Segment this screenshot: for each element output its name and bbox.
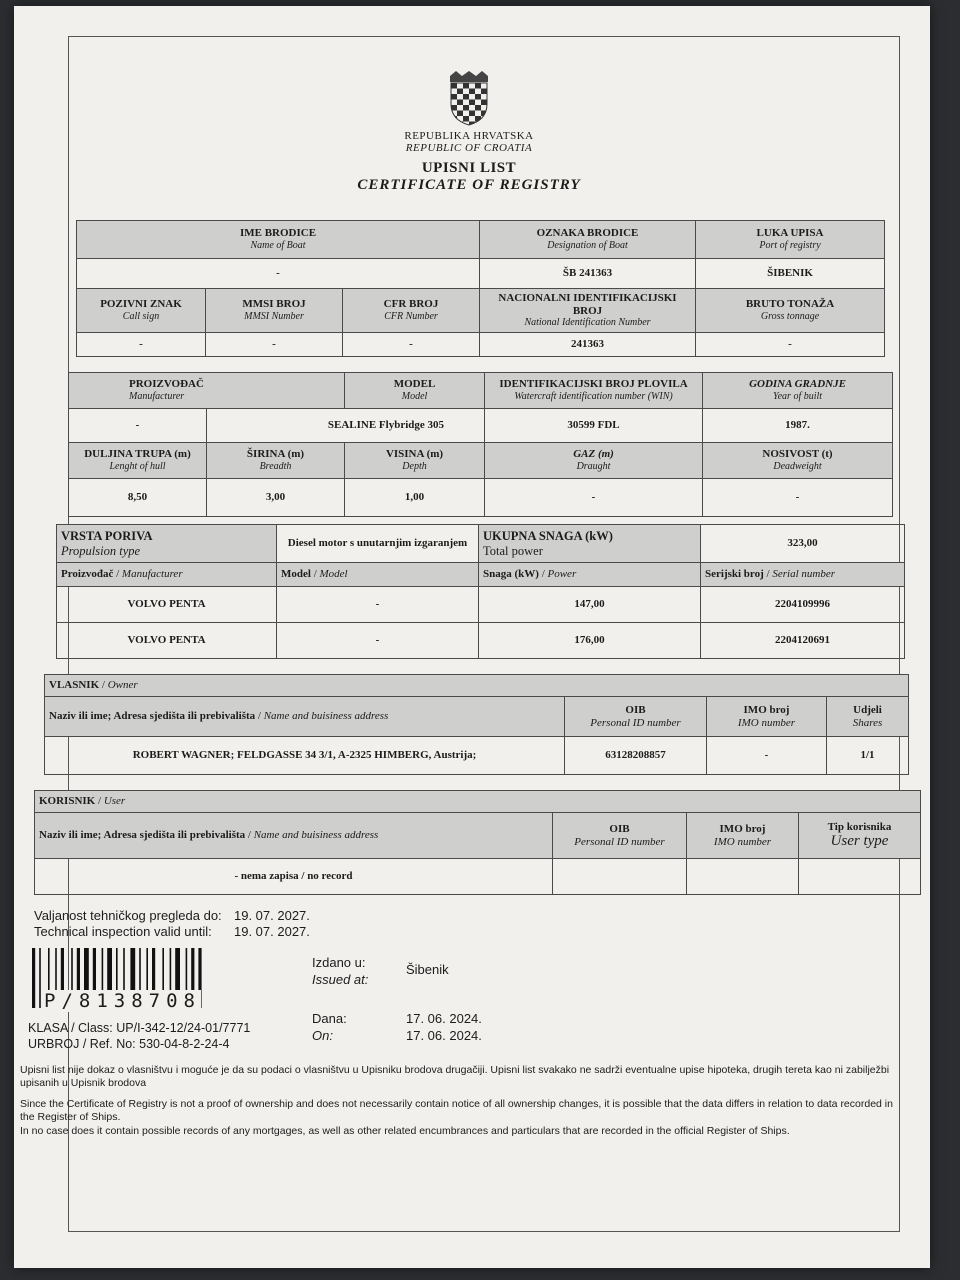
issue-date-value-1: 17. 06. 2024.: [406, 1011, 482, 1026]
inspection-block: [34, 908, 310, 940]
win-label-en: Watercraft identification number (WIN): [514, 391, 673, 403]
country-name-hr: REPUBLIKA HRVATSKA: [404, 130, 534, 142]
national-id-label-en: National Identification Number: [524, 317, 651, 329]
owner-oib-label-en: Personal ID number: [590, 716, 681, 729]
owner-address-label: Naziv ili ime; Adresa sjedišta ili prebivališta: [49, 710, 256, 723]
engine-power: 176,00: [479, 623, 701, 659]
inspection-date-hr: 19. 07. 2027.: [234, 908, 310, 923]
manufacturer-label-en: Manufacturer: [129, 391, 185, 403]
propulsion-type-label: VRSTA PORIVA: [61, 529, 153, 544]
issued-at-label-en: Issued at:: [312, 972, 369, 987]
user-type-label-en: User type: [830, 833, 889, 850]
urbroj-ref: URBROJ / Ref. No: 530-04-8-2-24-4: [28, 1037, 230, 1051]
national-id-label: NACIONALNI IDENTIFIKACIJSKI BROJ: [498, 292, 677, 317]
hull-length-label: DULJINA TRUPA (m): [84, 448, 191, 461]
barcode-number: P/8138708: [44, 990, 201, 1012]
user-oib-label-en: Personal ID number: [574, 835, 665, 848]
model-label-en: Model: [401, 391, 428, 403]
manufacturer-value: -: [69, 409, 207, 443]
port-value: ŠIBENIK: [696, 259, 885, 289]
owner-shares-value: 1/1: [827, 737, 909, 775]
table-row: [57, 623, 905, 659]
breadth-label-en: Breadth: [259, 461, 292, 473]
propulsion-type-value: Diesel motor s unutarnjim izgaranjem: [277, 525, 479, 563]
owner-address-label-en: Name and buisiness address: [263, 710, 389, 723]
boat-name-label: IME BRODICE: [239, 227, 317, 240]
boat-name-value: -: [77, 259, 480, 289]
certificate-paper: [14, 6, 930, 1268]
win-label: IDENTIFIKACIJSKI BROJ PLOVILA: [499, 378, 688, 391]
owner-section-label: VLASNIK: [49, 679, 100, 692]
owner-oib-value: 63128208857: [565, 737, 707, 775]
draught-label: GAZ (m): [573, 448, 614, 461]
country-name-en: REPUBLIC OF CROATIA: [405, 142, 533, 154]
footer-note-en-2: In no case does it contain possible records of any mortgages, as well as other related encumbrances and particulars that are recorded in the official Register of Ships.: [20, 1124, 790, 1137]
call-sign-value: -: [77, 333, 206, 357]
model-label: MODEL: [393, 378, 436, 391]
depth-label: VISINA (m): [385, 448, 444, 461]
owner-oib-label: OIB: [625, 703, 646, 716]
engine-model: -: [277, 623, 479, 659]
model-value: SEALINE Flybridge 305: [207, 409, 485, 443]
deadweight-label-en: Deadweight: [773, 461, 822, 473]
national-id-value: 241363: [480, 333, 696, 357]
inspection-date-en: 19. 07. 2027.: [234, 924, 310, 939]
boat-identification-table: [76, 220, 885, 357]
col-model-label-en: Model: [319, 568, 348, 581]
footer-note-en-1: Since the Certificate of Registry is not a proof of ownership and does not necessarily contain notice of all ownership changes, it is possible that the data differs in relation to data recorded in the Register of Ships.: [20, 1098, 893, 1124]
hull-length-label-en: Lenght of hull: [109, 461, 166, 473]
win-value: 30599 FDL: [485, 409, 703, 443]
owner-imo-value: -: [707, 737, 827, 775]
total-power-label-en: Total power: [483, 543, 543, 558]
breadth-value: 3,00: [207, 479, 345, 517]
cfr-label-en: CFR Number: [384, 311, 438, 323]
table-row: [57, 587, 905, 623]
user-section-label-en: User: [103, 795, 126, 808]
boat-name-label-en: Name of Boat: [250, 240, 306, 252]
deadweight-value: -: [703, 479, 893, 517]
col-power-label: Snaga (kW): [483, 568, 539, 581]
construction-table: [68, 372, 893, 517]
mmsi-label: MMSI BROJ: [242, 298, 306, 311]
footer-note-hr: Upisni list nije dokaz o vlasništvu i moguće je da su podaci o vlasništvu u Upisniku brodova drugačiji. Upisni list svakako ne sadrži eventualne upise hipoteka, drugih tereta kao ni zabilježbi upisanih u Upisnik brodova: [20, 1064, 890, 1090]
user-record-value: - nema zapisa / no record: [35, 859, 553, 895]
user-address-label: Naziv ili ime; Adresa sjedišta ili prebivališta: [39, 829, 246, 842]
designation-label-en: Designation of Boat: [547, 240, 628, 252]
propulsion-type-label-en: Propulsion type: [61, 543, 141, 558]
issue-block: [312, 954, 368, 988]
user-oib-label: OIB: [609, 822, 630, 835]
engine-serial: 2204120691: [701, 623, 905, 659]
owner-name-value: ROBERT WAGNER; FELDGASSE 34 3/1, A-2325 HIMBERG, Austrija;: [45, 737, 565, 775]
port-label-en: Port of registry: [759, 240, 821, 252]
mmsi-label-en: MMSI Number: [244, 311, 304, 323]
year-built-label: GODINA GRADNJE: [749, 378, 846, 391]
engine-manufacturer: VOLVO PENTA: [57, 587, 277, 623]
user-imo-label-en: IMO number: [713, 835, 772, 848]
user-address-label-en: Name and buisiness address: [253, 829, 379, 842]
col-serial-label: Serijski broj: [705, 568, 764, 581]
manufacturer-label: PROIZVOĐAČ: [129, 378, 204, 391]
title-en: CERTIFICATE OF REGISTRY: [357, 177, 581, 193]
draught-label-en: Draught: [576, 461, 611, 473]
cfr-label: CFR BROJ: [383, 298, 439, 311]
owner-imo-label: IMO broj: [743, 703, 790, 716]
klasa-ref: KLASA / Class: UP/I-342-12/24-01/7771: [28, 1021, 251, 1035]
designation-label: OZNAKA BRODICE: [536, 227, 639, 240]
croatian-coat-of-arms-icon: [448, 70, 490, 126]
designation-value: ŠB 241363: [480, 259, 696, 289]
total-power-value: 323,00: [701, 525, 905, 563]
engine-power: 147,00: [479, 587, 701, 623]
total-power-label: UKUPNA SNAGA (kW): [483, 529, 613, 544]
col-power-label-en: Power: [547, 568, 577, 581]
engine-manufacturer: VOLVO PENTA: [57, 623, 277, 659]
hull-length-value: 8,50: [69, 479, 207, 517]
owner-shares-label-en: Shares: [852, 716, 883, 729]
call-sign-label: POZIVNI ZNAK: [100, 298, 182, 311]
cfr-value: -: [343, 333, 480, 357]
port-label: LUKA UPISA: [756, 227, 824, 240]
inspection-label-en: Technical inspection valid until:: [34, 924, 212, 939]
owner-table: VLASNIK / Owner Naziv ili ime; Adresa sjedišta ili prebivališta / Name and buisiness address OIB Personal ID number IMO broj IMO number Udjeli Shares ROBERT WAGNER; FELDGASSE 34 3/1, A-2325 HIMBERG, Austrija; 63128208857 - 1/1: [44, 674, 909, 775]
year-built-value: 1987.: [703, 409, 893, 443]
owner-imo-label-en: IMO number: [737, 716, 796, 729]
year-built-label-en: Year of built: [772, 391, 823, 403]
mmsi-value: -: [206, 333, 343, 357]
gross-tonnage-label: BRUTO TONAŽA: [745, 298, 835, 311]
col-model-label: Model: [281, 568, 311, 581]
call-sign-label-en: Call sign: [122, 311, 160, 323]
deadweight-label: NOSIVOST (t): [762, 448, 833, 461]
user-section-label: KORISNIK: [39, 795, 96, 808]
user-table: KORISNIK / User Naziv ili ime; Adresa sjedišta ili prebivališta / Name and buisiness address OIB Personal ID number IMO broj IMO number Tip korisnika User type - nema zapisa / no record: [34, 790, 921, 895]
engine-model: -: [277, 587, 479, 623]
propulsion-table: VRSTA PORIVA Propulsion type Diesel motor s unutarnjim izgaranjem UKUPNA SNAGA (kW) Total power 323,00 Proizvođač / Manufacturer Model / Model Snaga (kW) / Power Serijski broj / Serial number VOLVO PENTA - 147,00 2204109996 VOLVO PENTA - 176,00 2204120691: [56, 524, 905, 659]
issue-date-label-en: On:: [312, 1028, 333, 1043]
depth-value: 1,00: [345, 479, 485, 517]
engine-serial: 2204109996: [701, 587, 905, 623]
user-type-label: Tip korisnika: [827, 820, 892, 833]
issue-date-value-2: 17. 06. 2024.: [406, 1028, 482, 1043]
title-hr: UPISNI LIST: [421, 160, 517, 176]
col-serial-label-en: Serial number: [772, 568, 835, 581]
col-manufacturer-label-en: Manufacturer: [121, 568, 183, 581]
issued-at-label-hr: Izdano u:: [312, 955, 366, 970]
owner-shares-label: Udjeli: [853, 703, 882, 716]
owner-section-label-en: Owner: [107, 679, 138, 692]
depth-label-en: Depth: [402, 461, 427, 473]
issued-at-value: Šibenik: [406, 962, 449, 977]
gross-tonnage-label-en: Gross tonnage: [760, 311, 820, 323]
inspection-label-hr: Valjanost tehničkog pregleda do:: [34, 908, 222, 923]
issue-date-label-hr: Dana:: [312, 1011, 347, 1026]
col-manufacturer-label: Proizvođač: [61, 568, 114, 581]
gross-tonnage-value: -: [696, 333, 885, 357]
user-imo-label: IMO broj: [719, 822, 766, 835]
draught-value: -: [485, 479, 703, 517]
breadth-label: ŠIRINA (m): [246, 448, 305, 461]
